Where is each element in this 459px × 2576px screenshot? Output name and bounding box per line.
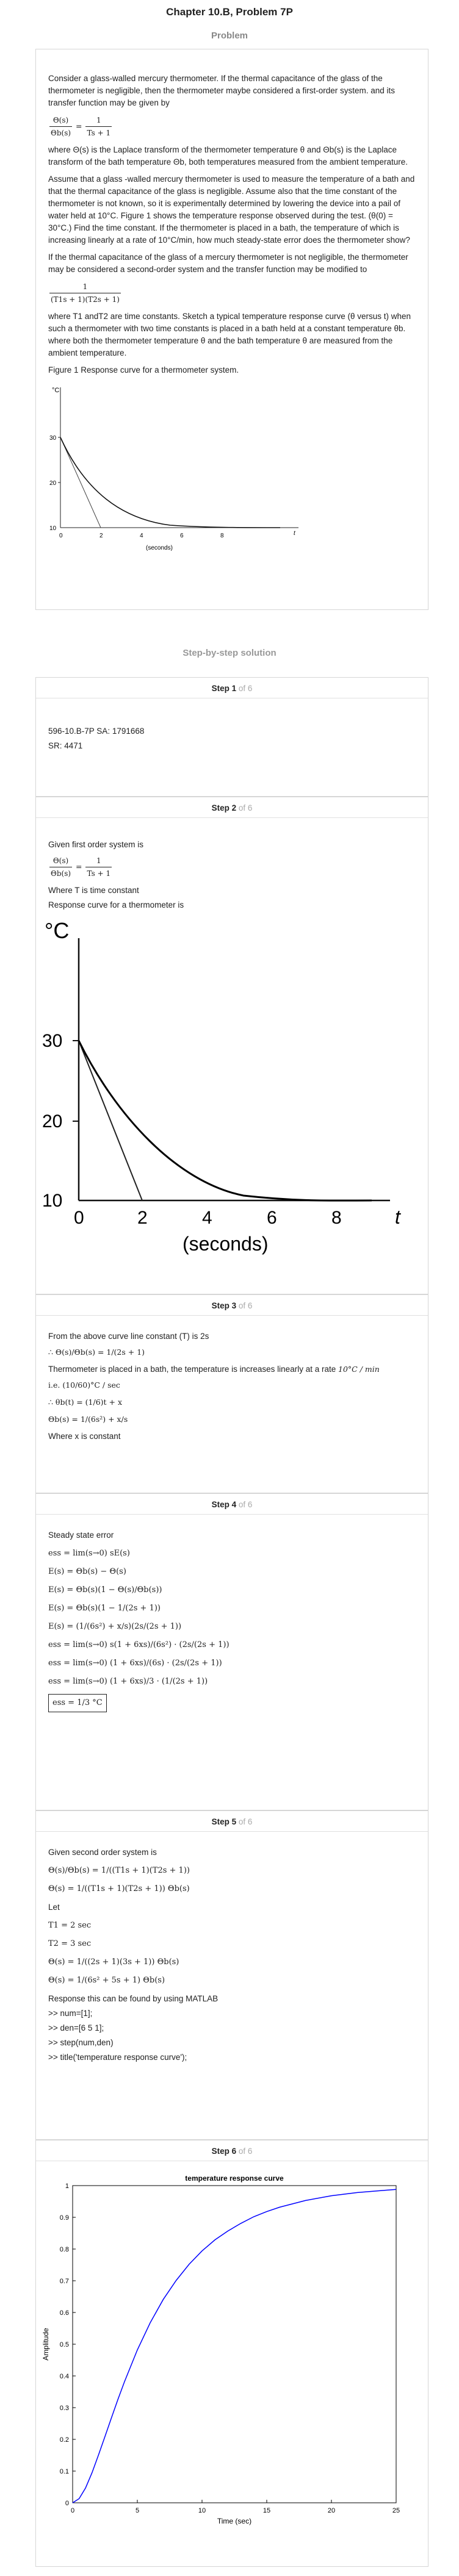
step-5-equation: T1 = 2 sec — [48, 1921, 92, 1930]
steady-state-error-result: ess = 1/3 °C — [48, 1694, 107, 1712]
chapter-title: Chapter 10.B, Problem 7P — [166, 6, 293, 18]
step-5-card — [35, 1810, 428, 2140]
x-tick-label: 10 — [198, 2507, 206, 2514]
step-3-line: Where x is constant — [48, 1432, 121, 1441]
problem-paragraph: where Θ(s) is the Laplace transform of the thermometer temperature θ and Θb(s) is the Laplace transform of the bath temperature Θb, both temperatures measured from the ambient temperature. — [48, 145, 408, 167]
solution-title: Step-by-step solution — [183, 648, 276, 658]
step-response-chart — [36, 2161, 428, 2552]
step-2-header: Step 2 of 6 — [211, 803, 253, 813]
svg-text:(seconds): (seconds) — [183, 1233, 269, 1255]
step-3-equation: i.e. (10/60)°C / sec — [48, 1380, 120, 1390]
step-3-header: Step 3 of 6 — [211, 1301, 253, 1310]
svg-text:2: 2 — [99, 533, 103, 539]
response-curve-figure-small — [48, 381, 305, 558]
svg-text:8: 8 — [331, 1208, 342, 1228]
step-4-line: Steady state error — [48, 1530, 114, 1540]
matlab-code-line: >> num=[1]; — [48, 2009, 93, 2018]
chart-title: temperature response curve — [185, 2174, 284, 2183]
step-1-line: 596-10.B-7P SA: 1791668 — [48, 727, 145, 736]
step-3-line: From the above curve line constant (T) is 2s — [48, 1332, 209, 1341]
transfer-function-2: $\frac{1}{(T1s + 1)(T2s + 1)}$ — [48, 281, 416, 306]
y-tick-label: 0 — [65, 2500, 69, 2507]
x-tick-label: 5 — [135, 2507, 140, 2514]
svg-text:2: 2 — [137, 1208, 148, 1228]
svg-text:°C: °C — [45, 918, 70, 943]
step-5-line: Let — [48, 1903, 60, 1912]
problem-paragraph: Consider a glass-walled mercury thermometer. If the thermal capacitance of the glass of the thermometer is negligible, then the thermometer maybe considered a first-order system. and its transfer function may be given by — [48, 74, 396, 107]
step-6-header: Step 6 of 6 — [211, 2147, 253, 2156]
step-3-card — [35, 1294, 428, 1493]
problem-paragraph: Assume that a glass -walled mercury thermometer is used to measure the temperature of a bath and that the thermal capacitance of the glass is negligible. Assume also that the time constant of the thermometer is not known, so it is experimentally determined by lowering the device into a pail of water held at 10°C. Figure 1 shows the temperature response observed during the test. (θ(0) = 30°C.) Find the time constant. If the thermometer is placed in a bath, the temperature of which is increasing linearly at a rate of 10°C/min, how much steady-state error does the thermometer show? — [48, 174, 415, 245]
problem-label: Problem — [211, 30, 248, 41]
step-2-line: Given first order system is — [48, 840, 144, 849]
problem-card — [35, 49, 428, 610]
step-5-header: Step 5 of 6 — [211, 1817, 253, 1826]
step-1-header: Step 1 of 6 — [211, 684, 253, 693]
step-5-equation: Θ(s)/Θb(s) = 1/((T1s + 1)(T2s + 1)) — [48, 1866, 190, 1875]
y-tick-label: 0.7 — [59, 2278, 69, 2285]
y-tick-label: 0.2 — [59, 2436, 69, 2444]
x-tick-label: 0 — [70, 2507, 75, 2514]
step-1-line: SR: 4471 — [48, 741, 83, 750]
step-5-equation: Θ(s) = 1/((2s + 1)(3s + 1)) Θb(s) — [48, 1957, 179, 1967]
svg-text:(seconds): (seconds) — [146, 545, 173, 551]
step-4-equation: ess = lim(s→0) sE(s) — [48, 1549, 130, 1558]
svg-text:6: 6 — [267, 1208, 277, 1228]
x-axis-label: Time (sec) — [217, 2517, 252, 2525]
step-5-line: Response this can be found by using MATLAB — [48, 1994, 219, 2003]
step-4-equation: E(s) = Θb(s)(1 − 1/(2s + 1)) — [48, 1604, 161, 1613]
step-2-card — [35, 797, 428, 1294]
response-curve-figure-large — [42, 914, 408, 1255]
y-tick-label: 0.3 — [59, 2405, 69, 2412]
y-tick-label: 0.8 — [59, 2246, 69, 2253]
svg-text:t: t — [294, 530, 295, 537]
step-3-equation: ∴ θb(t) = (1/6)t + x — [48, 1397, 123, 1407]
step-5-equation: Θ(s) = 1/((T1s + 1)(T2s + 1)) Θb(s) — [48, 1884, 190, 1893]
svg-text:20: 20 — [42, 1111, 63, 1132]
step-2-line: Response curve for a thermometer is — [48, 900, 184, 909]
step-5-equation: T2 = 3 sec — [48, 1939, 92, 1948]
plot-area — [73, 2186, 396, 2503]
y-tick-label: 0.5 — [59, 2341, 69, 2348]
matlab-code-line: >> step(num,den) — [48, 2038, 114, 2047]
problem-paragraph: where T1 andT2 are time constants. Sketch a typical temperature response curve (θ versus t) when such a thermometer with two time constants is placed in a bath held at a constant temperature θb. where both the thermometer temperature θ and the bath temperature θ are measured from the ambient temperature. — [48, 312, 411, 357]
x-tick-label: 20 — [327, 2507, 336, 2514]
step-3-equation: ∴ Θ(s)/Θb(s) = 1/(2s + 1) — [48, 1347, 145, 1357]
svg-text:4: 4 — [202, 1208, 212, 1228]
step-2-equation: $\frac{\Theta(s)}{\Theta b(s)}$ = $\frac{1}{Ts + 1}$ — [48, 855, 416, 880]
x-tick-label: 15 — [262, 2507, 271, 2514]
step-4-header: Step 4 of 6 — [211, 1500, 253, 1509]
step-1-card — [35, 677, 428, 797]
step-6-card — [35, 2140, 428, 2567]
step-4-equation: E(s) = Θb(s)(1 − Θ(s)/Θb(s)) — [48, 1585, 162, 1595]
problem-paragraph: If the thermal capacitance of the glass of a mercury thermometer is not negligible, the thermometer may be considered a second-order system and the transfer function may be modified to — [48, 253, 408, 274]
transfer-function-1: $\frac{\Theta(s)}{\Theta b(s)}$ = $\frac{1}{Ts + 1}$ — [48, 114, 416, 139]
y-tick-label: 0.6 — [59, 2309, 69, 2317]
matlab-code-line: >> title('temperature response curve'); — [48, 2053, 187, 2062]
x-tick-label: 25 — [392, 2507, 400, 2514]
svg-text:8: 8 — [220, 533, 224, 539]
step-4-equation: E(s) = Θb(s) − Θ(s) — [48, 1567, 126, 1576]
svg-text:10: 10 — [42, 1191, 63, 1211]
svg-text:6: 6 — [180, 533, 184, 539]
svg-text:°C: °C — [52, 387, 60, 394]
step-4-card — [35, 1493, 428, 1810]
svg-text:4: 4 — [140, 533, 143, 539]
svg-text:t: t — [395, 1206, 400, 1228]
svg-text:0: 0 — [74, 1208, 84, 1228]
svg-text:20: 20 — [49, 480, 57, 487]
figure-caption: Figure 1 Response curve for a thermometer system. — [48, 365, 239, 375]
step-4-equation: ess = lim(s→0) (1 + 6xs)/3 · (1/(2s + 1)) — [48, 1677, 208, 1686]
svg-text:0: 0 — [59, 533, 63, 539]
step-4-equation: ess = lim(s→0) (1 + 6xs)/(6s) · (2s/(2s + 1)) — [48, 1659, 222, 1668]
step-2-line: Where T is time constant — [48, 886, 139, 895]
y-tick-label: 1 — [65, 2183, 69, 2190]
step-4-equation: E(s) = (1/(6s²) + x/s)(2s/(2s + 1)) — [48, 1622, 182, 1631]
step-3-line: Thermometer is placed in a bath, the temperature is increases linearly at a rate 10°C / min — [48, 1365, 380, 1374]
step-3-equation: Θb(s) = 1/(6s²) + x/s — [48, 1415, 128, 1424]
svg-text:30: 30 — [49, 435, 57, 442]
y-axis-label: Amplitude — [42, 2328, 50, 2361]
svg-text:30: 30 — [42, 1031, 63, 1051]
step-5-equation: Θ(s) = 1/(6s² + 5s + 1) Θb(s) — [48, 1976, 165, 1985]
y-tick-label: 0.1 — [59, 2468, 69, 2475]
y-tick-label: 0.9 — [59, 2214, 69, 2222]
step-5-line: Given second order system is — [48, 1848, 157, 1857]
y-tick-label: 0.4 — [59, 2373, 69, 2380]
svg-text:10: 10 — [49, 525, 57, 532]
matlab-code-line: >> den=[6 5 1]; — [48, 2023, 104, 2032]
step-4-equation: ess = lim(s→0) s(1 + 6xs)/(6s²) · (2s/(2s + 1)) — [48, 1640, 230, 1649]
